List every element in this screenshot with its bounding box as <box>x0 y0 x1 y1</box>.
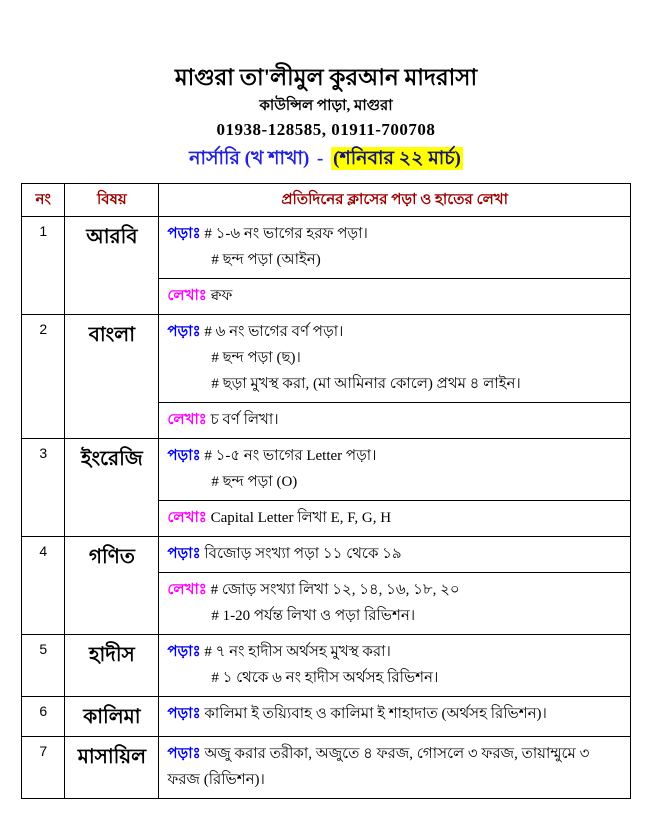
table-row <box>22 217 631 279</box>
document-header <box>21 62 631 174</box>
class-date-line <box>21 144 631 174</box>
row-number: 4 <box>22 537 65 635</box>
writing-cell <box>159 573 631 635</box>
subject-name: আরবি <box>65 217 159 315</box>
lesson-line <box>167 443 622 469</box>
lesson-text: # ১-৫ নং ভাগের Letter পড়া। <box>204 448 377 464</box>
lesson-line <box>167 319 622 345</box>
subject-name: বাংলা <box>65 315 159 439</box>
lesson-line <box>167 639 622 665</box>
class-name: নার্সারি (খ শাখা) <box>189 148 310 169</box>
lesson-line-continued: # 1-20 পর্যন্ত লিখা ও পড়া রিভিশন। <box>211 608 416 624</box>
subject-name: ইংরেজি <box>65 439 159 537</box>
writing-label: লেখাঃ <box>167 412 211 428</box>
lesson-text: # জোড় সংখ্যা লিখা ১২, ১৪, ১৬, ১৮, ২০ <box>210 582 460 598</box>
reading-label: পড়াঃ <box>167 324 205 340</box>
row-number: 3 <box>22 439 65 537</box>
lesson-line <box>167 407 622 433</box>
table-row <box>22 697 631 737</box>
writing-cell <box>159 501 631 537</box>
lesson-line <box>167 741 622 793</box>
school-address: কাউন্সিল পাড়া, মাগুরা <box>259 98 393 114</box>
reading-cell <box>159 635 631 697</box>
reading-label: পড়াঃ <box>167 706 205 722</box>
writing-cell <box>159 279 631 315</box>
table-row <box>22 315 631 403</box>
row-number: 6 <box>22 697 65 737</box>
lesson-line <box>167 541 622 567</box>
lesson-text: চ বর্ণ লিখা। <box>210 412 279 428</box>
lesson-line <box>167 701 622 727</box>
lesson-text: অজু করার তরীকা, অজুতে ৪ ফরজ, গোসলে ৩ ফরজ, তায়াম্মুমে ৩ ফরজ (রিভিশন)। <box>167 746 590 788</box>
reading-label: পড়াঃ <box>167 226 205 242</box>
reading-cell <box>159 439 631 501</box>
subject-name: হাদীস <box>65 635 159 697</box>
column-header-number: নং <box>22 184 65 217</box>
lesson-text: # ১-৬ নং ভাগের হরফ পড়া। <box>204 226 368 242</box>
date-highlight: (শনিবার ২২ মার্চ) <box>333 148 461 169</box>
column-header-subject: বিষয় <box>65 184 159 217</box>
subject-name: কালিমা <box>65 697 159 737</box>
lesson-table-body <box>22 217 631 799</box>
row-number: 2 <box>22 315 65 439</box>
lesson-text: Capital Letter লিখা E, F, G, H <box>210 510 392 526</box>
lesson-line-continued: # ছন্দ পড়া (আইন) <box>211 252 321 268</box>
lesson-line <box>167 221 622 247</box>
row-number: 7 <box>22 737 65 799</box>
lesson-line <box>167 577 622 603</box>
lesson-table <box>21 183 631 799</box>
lesson-text: # ৭ নং হাদীস অর্থসহ মুখস্থ করা। <box>204 644 391 660</box>
separator-dash: - <box>317 148 324 169</box>
reading-cell <box>159 737 631 799</box>
lesson-text: ক্বফ <box>210 288 233 304</box>
lesson-text: কালিমা ই তয়্যিবাহ ও কালিমা ই শাহাদাত (অর্থসহ রিভিশন)। <box>204 706 547 722</box>
lesson-line <box>167 283 622 309</box>
lesson-line-continued: # ১ থেকে ৬ নং হাদীস অর্থসহ রিভিশন। <box>211 670 439 686</box>
lesson-line <box>167 505 622 531</box>
reading-label: পড়াঃ <box>167 746 205 762</box>
subject-name: গণিত <box>65 537 159 635</box>
row-number: 1 <box>22 217 65 315</box>
row-number: 5 <box>22 635 65 697</box>
reading-cell <box>159 537 631 573</box>
reading-cell <box>159 217 631 279</box>
lesson-text: বিজোড় সংখ্যা পড়া ১১ থেকে ১৯ <box>204 546 402 562</box>
school-title: মাগুরা তা'লীমুল কুরআন মাদরাসা <box>174 65 478 90</box>
reading-cell <box>159 697 631 737</box>
table-row <box>22 635 631 697</box>
column-header-lessons: প্রতিদিনের ক্লাসের পড়া ও হাতের লেখা <box>159 184 631 217</box>
writing-label: লেখাঃ <box>167 288 211 304</box>
subject-name: মাসায়িল <box>65 737 159 799</box>
reading-label: পড়াঃ <box>167 644 205 660</box>
lesson-table-head <box>22 184 631 217</box>
header-row <box>22 184 631 217</box>
phone-numbers: 01938-128585, 01911-700708 <box>216 120 436 139</box>
lesson-text: # ৬ নং ভাগের বর্ণ পড়া। <box>204 324 344 340</box>
writing-label: লেখাঃ <box>167 510 211 526</box>
writing-label: লেখাঃ <box>167 582 211 598</box>
writing-cell <box>159 403 631 439</box>
table-row <box>22 537 631 573</box>
lesson-line-continued: # ছন্দ পড়া (ছ)। <box>211 350 301 366</box>
reading-cell <box>159 315 631 403</box>
reading-label: পড়াঃ <box>167 448 205 464</box>
table-row <box>22 439 631 501</box>
reading-label: পড়াঃ <box>167 546 205 562</box>
lesson-line-continued: # ছন্দ পড়া (O) <box>211 474 298 490</box>
table-row <box>22 737 631 799</box>
lesson-line-continued: # ছড়া মুখস্থ করা, (মা আমিনার কোলে) প্রথম ৪ লাইন। <box>211 376 521 392</box>
